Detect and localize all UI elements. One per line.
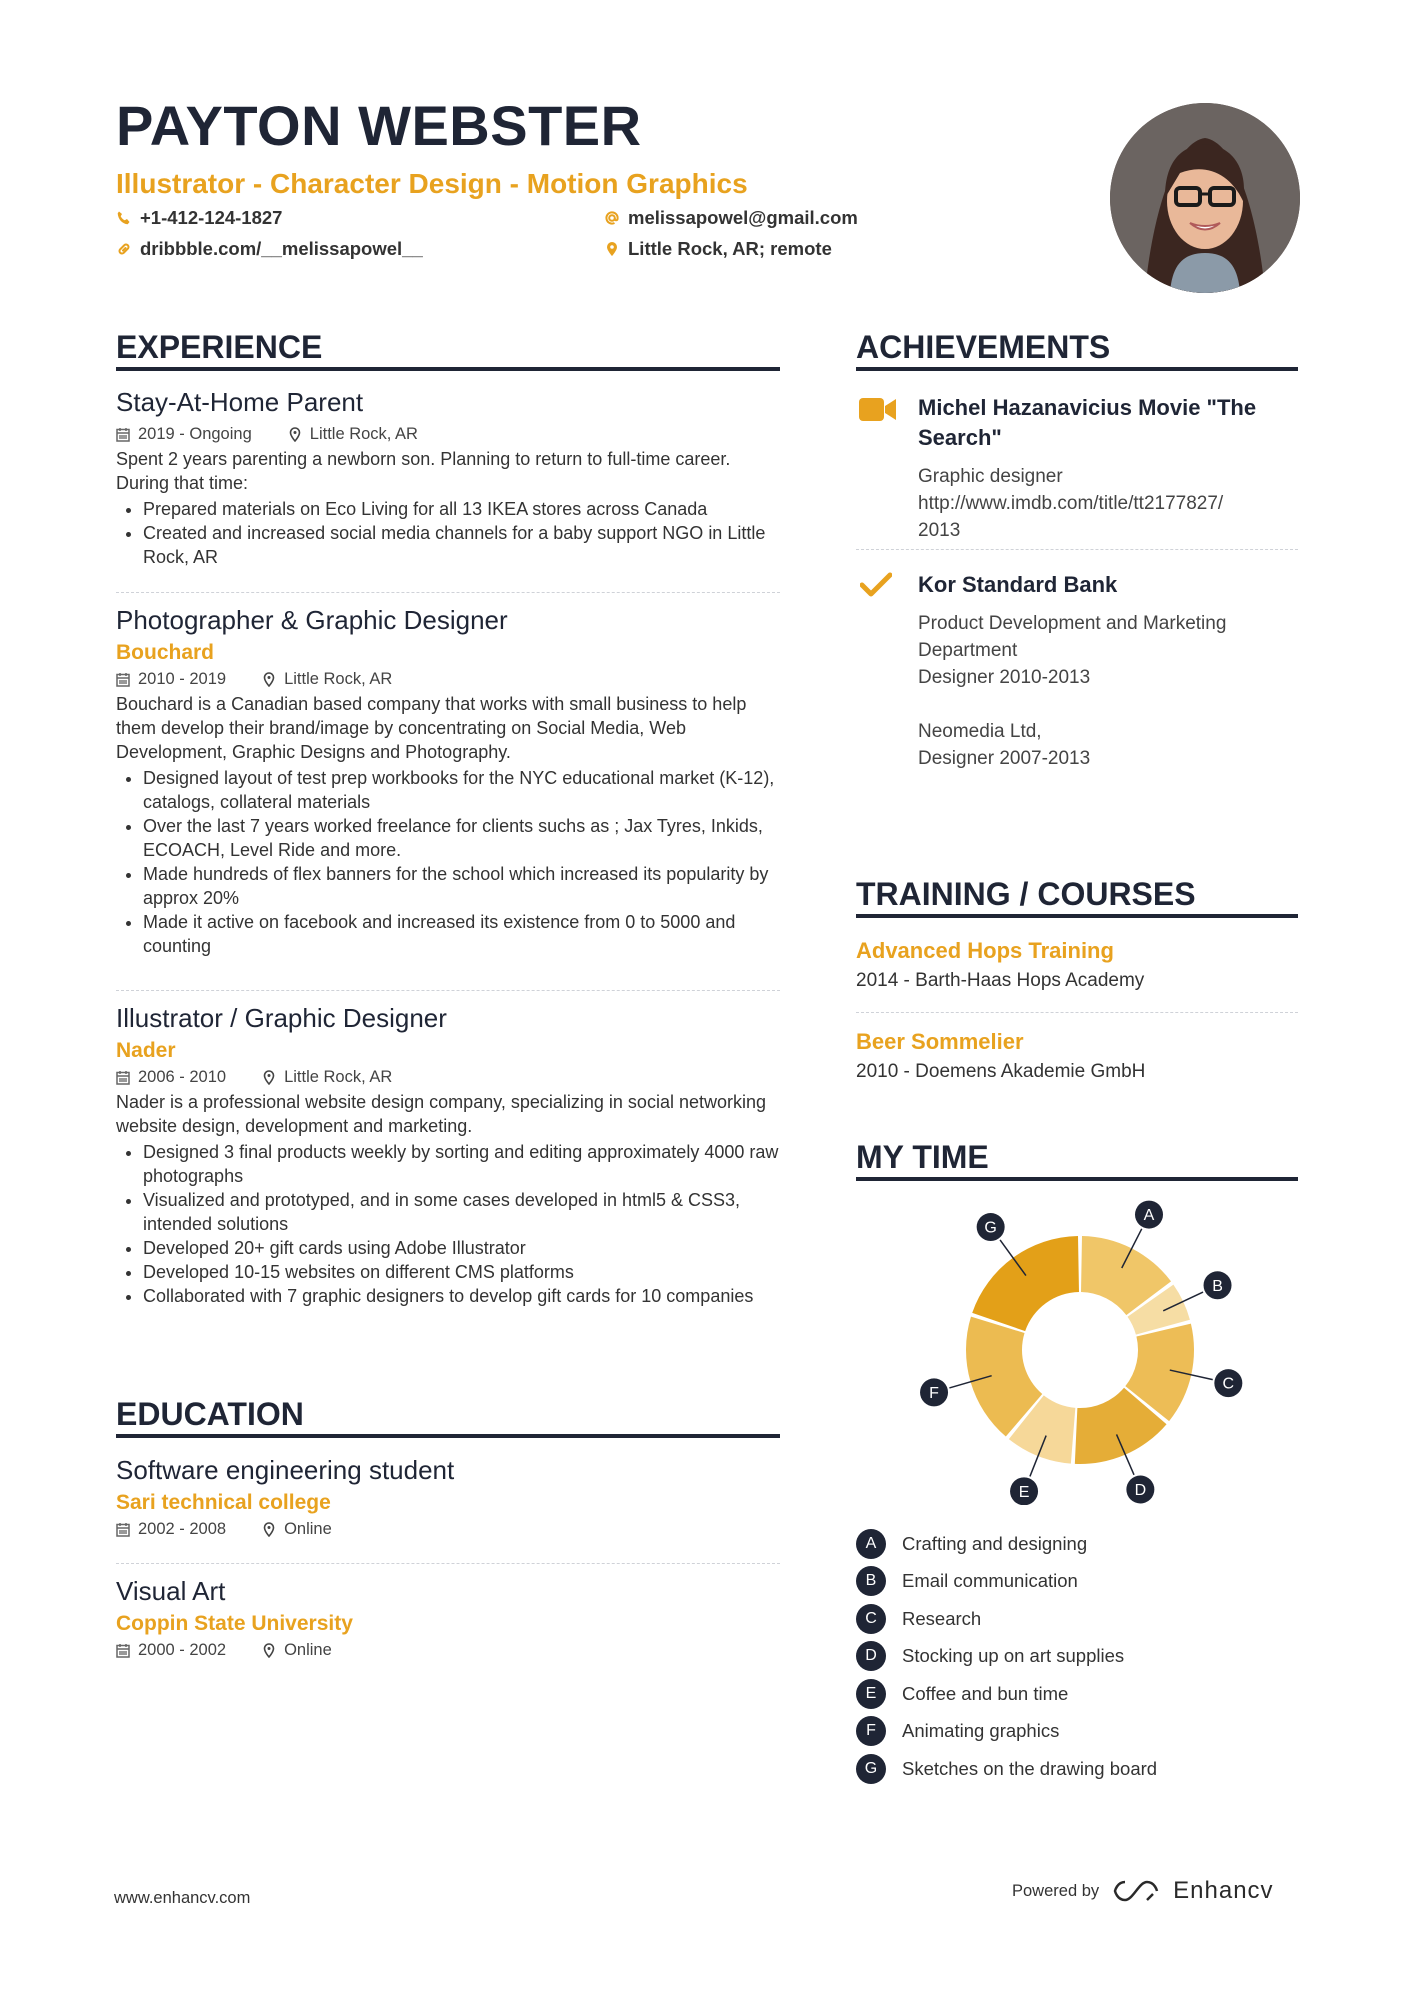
education-entry-1: [116, 1454, 780, 1542]
list-item: • Visualized and prototyped, and in some cases developed in html5 & CSS3, intended solutions: [143, 1188, 780, 1236]
footer-branding: [1012, 1877, 1274, 1905]
legend-label: Crafting and designing: [902, 1532, 1088, 1554]
location-contact: [604, 238, 832, 260]
legend-letter: E: [856, 1679, 886, 1709]
checkmark-icon: [860, 572, 892, 598]
donut-slice-g: [972, 1236, 1079, 1331]
list-item: • Created and increased social media channels for a baby support NGO in Little Rock, AR: [143, 521, 780, 569]
achievement-line: Neomedia Ltd,: [918, 721, 1042, 742]
job-location: Little Rock, AR: [284, 1068, 393, 1087]
job-meta: [116, 667, 780, 692]
education-dates: 2000 - 2002: [138, 1641, 227, 1660]
link-icon: [116, 241, 132, 257]
legend-label: Animating graphics: [902, 1720, 1060, 1742]
job-location: Little Rock, AR: [284, 670, 393, 689]
job-company: Nader: [116, 1038, 176, 1062]
education-entry-2: [116, 1575, 780, 1663]
achievement-line-blank: [918, 691, 1298, 718]
list-item: • Developed 20+ gift cards using Adobe Illustrator: [143, 1236, 780, 1260]
achievements-heading: ACHIEVEMENTS: [856, 330, 1298, 371]
donut-label-text: E: [1018, 1483, 1030, 1501]
education-degree: Visual Art: [116, 1576, 226, 1606]
my-time-donut-chart: [900, 1195, 1260, 1505]
divider: [856, 1012, 1298, 1013]
phone-text[interactable]: +1-412-124-1827: [140, 207, 283, 228]
job-dates: 2010 - 2019: [138, 670, 227, 689]
donut-label-text: C: [1222, 1375, 1235, 1393]
location-pin-icon: [604, 241, 620, 257]
education-meta: [116, 1638, 780, 1663]
achievement-title: Michel Hazanavicius Movie "The Search": [918, 395, 1257, 450]
my-time-heading: MY TIME: [856, 1140, 1298, 1181]
website-contact: [116, 238, 423, 260]
course-title: Advanced Hops Training: [856, 938, 1114, 963]
legend-letter: G: [856, 1754, 886, 1784]
list-item: • Made hundreds of flex banners for the school which increased its popularity by approx 20%: [143, 862, 780, 910]
phone-icon: [116, 210, 132, 226]
website-text[interactable]: dribbble.com/__melissapowel__: [140, 238, 423, 259]
legend-label: Email communication: [902, 1570, 1078, 1592]
job-title: Stay-At-Home Parent: [116, 387, 364, 417]
email-text[interactable]: melissapowel@gmail.com: [628, 207, 858, 228]
list-item: • Developed 10-15 websites on different CMS platforms: [143, 1260, 780, 1284]
divider: [116, 592, 780, 593]
education-location: Online: [284, 1520, 332, 1539]
donut-label-text: G: [984, 1219, 997, 1237]
donut-label-text: A: [1143, 1207, 1155, 1225]
course-details: 2014 - Barth-Haas Hops Academy: [856, 969, 1145, 991]
calendar-icon: [116, 1522, 130, 1537]
list-item: • Designed 3 final products weekly by sorting and editing approximately 4000 raw photographs: [143, 1140, 780, 1188]
education-dates: 2002 - 2008: [138, 1520, 227, 1539]
achievement-line: Department: [918, 640, 1018, 661]
legend-item: [856, 1563, 1298, 1601]
course-title: Beer Sommelier: [856, 1029, 1024, 1054]
achievement-line: Designer 2007-2013: [918, 748, 1091, 769]
legend-item: [856, 1525, 1298, 1563]
calendar-icon: [116, 672, 130, 687]
legend-label: Research: [902, 1607, 982, 1629]
experience-entry-3: [116, 1002, 780, 1308]
course-details: 2010 - Doemens Akademie GmbH: [856, 1060, 1146, 1082]
legend-letter: D: [856, 1641, 886, 1671]
calendar-icon: [116, 1070, 130, 1085]
achievement-title: Kor Standard Bank: [918, 572, 1118, 597]
experience-heading: EXPERIENCE: [116, 330, 780, 371]
location-pin-icon: [262, 1643, 276, 1658]
education-meta: [116, 1517, 780, 1542]
job-dates: 2006 - 2010: [138, 1068, 227, 1087]
experience-entry-1: [116, 386, 780, 569]
location-text: Little Rock, AR; remote: [628, 238, 832, 259]
training-entry-1: [856, 936, 1298, 995]
achievement-line: Graphic designer: [918, 466, 1063, 487]
job-bullets: [116, 1140, 780, 1308]
list-item: • Prepared materials on Eco Living for all 13 IKEA stores across Canada: [143, 497, 780, 521]
achievement-line: 2013: [918, 520, 961, 541]
training-heading: TRAINING / COURSES: [856, 877, 1298, 918]
training-entry-2: [856, 1027, 1298, 1086]
candidate-name: PAYTON WEBSTER: [116, 94, 642, 157]
legend-item: [856, 1675, 1298, 1713]
enhancv-logo-icon: [1113, 1878, 1159, 1904]
job-title: Illustrator / Graphic Designer: [116, 1003, 447, 1033]
brand-name: Enhancv: [1173, 1877, 1274, 1904]
achievement-entry-2: [858, 570, 1298, 772]
donut-label-text: F: [929, 1384, 939, 1402]
location-pin-icon: [262, 1522, 276, 1537]
job-title: Photographer & Graphic Designer: [116, 605, 508, 635]
at-icon: [604, 210, 620, 226]
calendar-icon: [116, 1643, 130, 1658]
job-location: Little Rock, AR: [309, 424, 418, 443]
candidate-subtitle: Illustrator - Character Design - Motion Graphics: [116, 168, 748, 199]
job-meta: [116, 1065, 780, 1090]
divider: [856, 549, 1298, 550]
calendar-icon: [116, 427, 130, 442]
job-bullets: [116, 497, 780, 569]
legend-item: [856, 1600, 1298, 1638]
education-school: Coppin State University: [116, 1611, 353, 1635]
phone-contact: [116, 207, 282, 229]
legend-label: Sketches on the drawing board: [902, 1757, 1158, 1779]
achievement-entry-1: [858, 393, 1298, 544]
job-bullets: [116, 766, 780, 958]
legend-letter: A: [856, 1529, 886, 1559]
list-item: • Designed layout of test prep workbooks for the NYC educational market (K-12), catalogs, collateral materials: [143, 766, 780, 814]
list-item: • Collaborated with 7 graphic designers to develop gift cards for 10 companies: [143, 1284, 780, 1308]
legend-label: Stocking up on art supplies: [902, 1645, 1125, 1667]
job-dates: 2019 - Ongoing: [138, 424, 252, 443]
location-pin-icon: [288, 427, 302, 442]
job-description: Nader is a professional website design company, specializing in social networking website design, development and marketing.: [116, 1091, 767, 1136]
achievement-line: Designer 2010-2013: [918, 667, 1091, 688]
list-item: • Made it active on facebook and increased its existence from 0 to 5000 and counting: [143, 910, 780, 958]
job-meta: [116, 422, 780, 447]
list-item: • Over the last 7 years worked freelance for clients suchs as ; Jax Tyres, Inkids, ECOACH, Level Ride and more.: [143, 814, 780, 862]
email-contact: [604, 207, 858, 229]
job-description: Spent 2 years parenting a newborn son. Planning to return to full-time career. During that time:: [116, 448, 731, 493]
divider: [116, 990, 780, 991]
location-pin-icon: [262, 672, 276, 687]
education-degree: Software engineering student: [116, 1455, 455, 1485]
legend-letter: F: [856, 1716, 886, 1746]
legend-item: [856, 1750, 1298, 1788]
legend-letter: C: [856, 1604, 886, 1634]
divider: [116, 1563, 780, 1564]
donut-label-text: B: [1212, 1277, 1223, 1295]
donut-label-text: D: [1134, 1481, 1147, 1499]
education-school: Sari technical college: [116, 1490, 331, 1514]
achievement-line: http://www.imdb.com/title/tt2177827/: [918, 493, 1224, 514]
legend-label: Coffee and bun time: [902, 1682, 1069, 1704]
my-time-legend: [856, 1525, 1298, 1788]
legend-letter: B: [856, 1566, 886, 1596]
legend-item: [856, 1638, 1298, 1676]
experience-entry-2: [116, 604, 780, 958]
profile-photo: [1110, 103, 1300, 293]
footer-website[interactable]: www.enhancv.com: [114, 1889, 251, 1907]
powered-by-text: Powered by: [1012, 1881, 1100, 1900]
education-location: Online: [284, 1641, 332, 1660]
achievement-line: Product Development and Marketing: [918, 613, 1227, 634]
video-camera-icon: [858, 395, 898, 425]
legend-item: [856, 1713, 1298, 1751]
job-company: Bouchard: [116, 640, 215, 664]
education-heading: EDUCATION: [116, 1397, 780, 1438]
location-pin-icon: [262, 1070, 276, 1085]
job-description: Bouchard is a Canadian based company that works with small business to help them develop their brand/image by concentrating on Social Media, Web Development, Graphic Designs and Photography.: [116, 693, 747, 762]
